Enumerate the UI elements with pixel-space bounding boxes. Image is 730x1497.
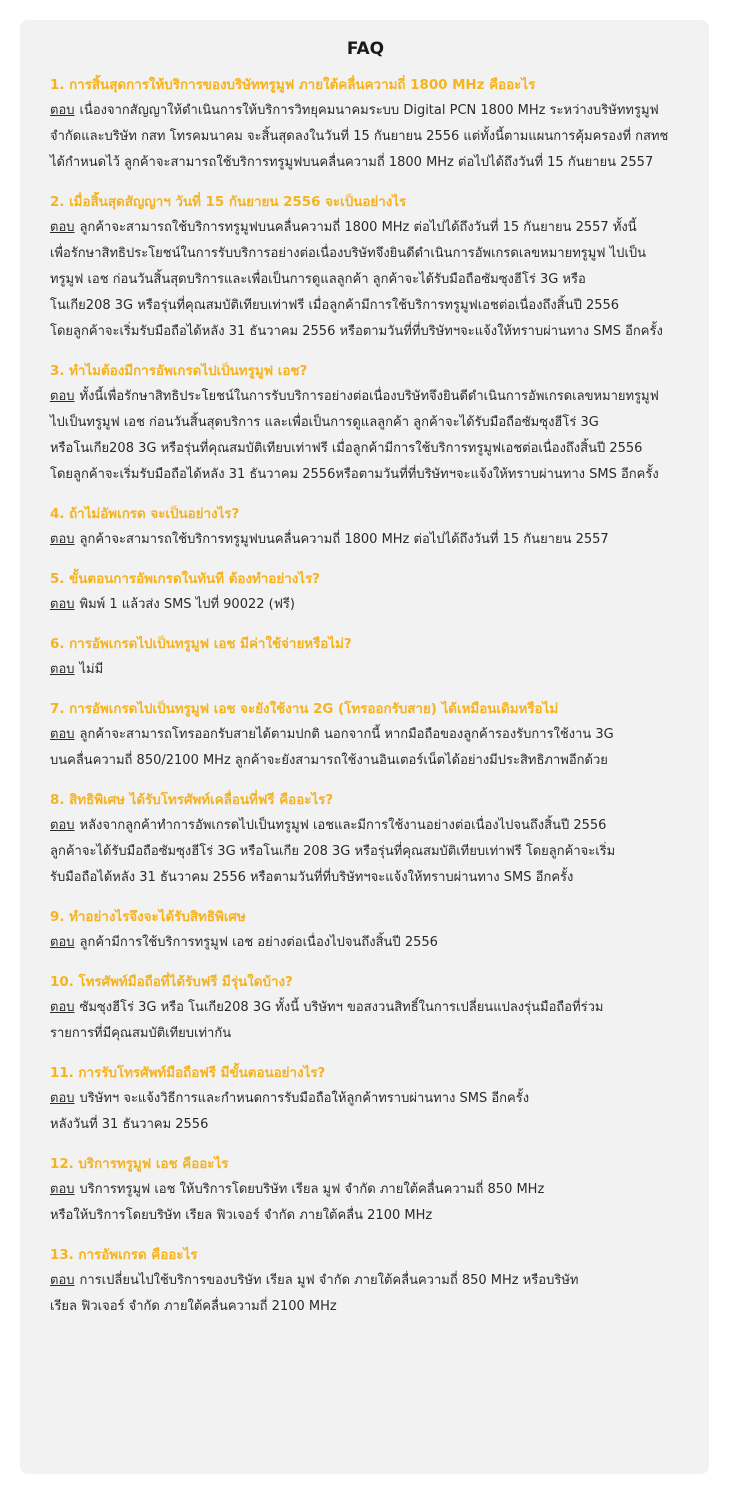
faq-question: 9. ทำอย่างไรจึงจะได้รับสิทธิพิเศษ [50,910,246,925]
answer-line [50,748,681,774]
answer-text: ลูกค้าจะสามารถใช้บริการทรูมูฟบนคลื่นความถี่ 1800 MHz ต่อไปได้ถึงวันที่ 15 กันยายน 2557 [79,532,609,547]
answer-line [50,98,681,124]
answer-line [50,241,681,267]
faq-answer [50,995,681,1047]
answer-line [50,1203,681,1229]
answer-text: ลูกค้าจะสามารถโทรออกรับสายได้ตามปกติ นอกจากนี้ หากมือถือของลูกค้ารองรับการใช้งาน 3G [79,727,614,742]
faq-answer [50,1268,681,1320]
answer-line [50,1177,681,1203]
answer-line [50,293,681,319]
answer-label: ตอบ [50,532,75,547]
faq-answer [50,657,681,683]
faq-question: 5. ขั้นตอนการอัพเกรดในทันที ต้องทำอย่างไร? [50,572,320,587]
answer-text: ได้กำหนดไว้ ลูกค้าจะสามารถใช้บริการทรูมูฟบนคลื่นความถี่ 1800 MHz ต่อไปได้ถึงวันที่ 15 กันยายน 2557 [50,155,654,170]
answer-line [50,657,681,683]
answer-label: ตอบ [50,818,75,833]
answer-line [50,215,681,241]
faq-question: 6. การอัพเกรดไปเป็นทรูมูฟ เอช มีค่าใช้จ่ายหรือไม่? [50,637,352,652]
answer-text: โดยลูกค้าจะเริ่มรับมือถือได้หลัง 31 ธันวาคม 2556หรือตามวันที่ที่บริษัทฯจะแจ้งให้ทราบผ่านทาง SMS อีกครั้ง [50,467,659,482]
faq-list [50,76,681,1320]
faq-question: 13. การอัพเกรด คืออะไร [50,1248,198,1263]
faq-question: 11. การรับโทรศัพท์มือถือฟรี มีขั้นตอนอย่างไร? [50,1066,326,1081]
faq-item [50,193,681,345]
answer-line [50,319,681,345]
answer-line [50,1021,681,1047]
answer-line [50,930,681,956]
faq-answer [50,1086,681,1138]
answer-text: บริษัทฯ จะแจ้งวิธีการและกำหนดการรับมือถือให้ลูกค้าทราบผ่านทาง SMS อีกครั้ง [79,1091,530,1106]
faq-item [50,700,681,774]
answer-text: ลูกค้ามีการใช้บริการทรูมูฟ เอช อย่างต่อเนื่องไปจนถึงสิ้นปี 2556 [79,935,438,950]
answer-text: พิมพ์ 1 แล้วส่ง SMS ไปที่ 90022 (ฟรี) [79,597,295,612]
answer-text: ทรูมูฟ เอช ก่อนวันสิ้นสุดบริการและเพื่อเป็นการดูแลลูกค้า ลูกค้าจะได้รับมือถือซัมซุงฮีโร่ 3G หรือ [50,272,586,287]
answer-label: ตอบ [50,1182,75,1197]
faq-item [50,1246,681,1320]
answer-line [50,527,681,553]
answer-line [50,124,681,150]
faq-answer [50,215,681,345]
answer-text: โนเกีย208 3G หรือรุ่นที่คุณสมบัติเทียบเท่าฟรี เมื่อลูกค้ามีการใช้บริการทรูมูฟเอชต่อเนื่องถึงสิ้นปี 2556 [50,298,620,313]
answer-text: ทั้งนี้เพื่อรักษาสิทธิประโยชน์ในการรับบริการอย่างต่อเนื่องบริษัทจึงยินดีดำเนินการอัพเกรดเลขหมายทรูมูฟ [79,389,659,404]
answer-line [50,150,681,176]
answer-text: ลูกค้าจะได้รับมือถือซัมซุงฮีโร่ 3G หรือโนเกีย 208 3G หรือรุ่นที่คุณสมบัติเทียบเท่าฟรี โดยลูกค้าจะเริ่ม [50,844,616,859]
answer-text: รายการที่มีคุณสมบัติเทียบเท่ากัน [50,1026,232,1041]
faq-question: 12. บริการทรูมูฟ เอช คืออะไร [50,1157,229,1172]
answer-line [50,995,681,1021]
answer-text: ลูกค้าจะสามารถใช้บริการทรูมูฟบนคลื่นความถี่ 1800 MHz ต่อไปได้ถึงวันที่ 15 กันยายน 2557 ทั้งนี้ [79,220,637,235]
answer-text: หรือโนเกีย208 3G หรือรุ่นที่คุณสมบัติเทียบเท่าฟรี เมื่อลูกค้ามีการใช้บริการทรูมูฟเอชต่อเนื่องถึงสิ้นปี 2556 [50,441,643,456]
faq-item [50,570,681,618]
faq-item [50,1064,681,1138]
faq-item [50,791,681,891]
answer-label: ตอบ [50,1091,75,1106]
faq-answer [50,592,681,618]
faq-answer [50,384,681,488]
answer-line [50,813,681,839]
faq-item [50,635,681,683]
answer-line [50,436,681,462]
answer-line [50,1268,681,1294]
answer-label: ตอบ [50,1000,75,1015]
faq-item [50,908,681,956]
answer-line [50,384,681,410]
answer-text: จำกัดและบริษัท กสท โทรคมนาคม จะสิ้นสุดลงในวันที่ 15 กันยายน 2556 แต่ทั้งนี้ตามแผนการคุ้มครองที่ กสทช [50,129,669,144]
answer-text: การเปลี่ยนไปใช้บริการของบริษัท เรียล มูฟ จำกัด ภายใต้คลื่นความถี่ 850 MHz หรือบริษัท [79,1273,579,1288]
answer-label: ตอบ [50,1273,75,1288]
faq-item [50,1155,681,1229]
answer-text: หรือให้บริการโดยบริษัท เรียล ฟิวเจอร์ จำกัด ภายใต้คลื่น 2100 MHz [50,1208,433,1223]
answer-label: ตอบ [50,103,75,118]
faq-question: 1. การสิ้นสุดการให้บริการของบริษัททรูมูฟ ภายใต้คลื่นความถี่ 1800 MHz คืออะไร [50,78,536,93]
answer-text: บริการทรูมูฟ เอช ให้บริการโดยบริษัท เรียล มูฟ จำกัด ภายใต้คลื่นความถี่ 850 MHz [79,1182,545,1197]
answer-line [50,1294,681,1320]
answer-label: ตอบ [50,389,75,404]
faq-answer [50,722,681,774]
answer-text: เพื่อรักษาสิทธิประโยชน์ในการรับบริการอย่างต่อเนื่องบริษัทจึงยินดีดำเนินการอัพเกรดเลขหมายทรูมูฟ ไปเป็น [50,246,647,261]
answer-label: ตอบ [50,597,75,612]
answer-line [50,722,681,748]
answer-text: ไม่มี [79,662,104,677]
answer-label: ตอบ [50,727,75,742]
page-title: FAQ [346,39,385,59]
answer-text: เนื่องจากสัญญาให้ดำเนินการให้บริการวิทยุคมนาคมระบบ Digital PCN 1800 MHz ระหว่างบริษัททรูมูฟ [79,103,659,118]
answer-line [50,1112,681,1138]
faq-question: 8. สิทธิพิเศษ ได้รับโทรศัพท์เคลื่อนที่ฟรี คืออะไร? [50,793,334,808]
faq-question: 2. เมื่อสิ้นสุดสัญญาฯ วันที่ 15 กันยายน 2556 จะเป็นอย่างไร [50,195,407,210]
faq-question: 7. การอัพเกรดไปเป็นทรูมูฟ เอช จะยังใช้งาน 2G (โทรออกรับสาย) ได้เหมือนเดิมหรือไม่ [50,702,559,717]
faq-answer [50,813,681,891]
answer-line [50,839,681,865]
faq-question: 10. โทรศัพท์มือถือที่ได้รับฟรี มีรุ่นใดบ้าง? [50,975,293,990]
answer-text: บนคลื่นความถี่ 850/2100 MHz ลูกค้าจะยังสามารถใช้งานอินเตอร์เน็ตได้อย่างมีประสิทธิภาพอีกด้วย [50,753,608,768]
answer-line [50,592,681,618]
faq-panel [20,20,709,1474]
answer-text: โดยลูกค้าจะเริ่มรับมือถือได้หลัง 31 ธันวาคม 2556 หรือตามวันที่ที่บริษัทฯจะแจ้งให้ทราบผ่านทาง SMS อีกครั้ง [50,324,663,339]
answer-line [50,410,681,436]
answer-text: หลังจากลูกค้าทำการอัพเกรดไปเป็นทรูมูฟ เอชและมีการใช้งานอย่างต่อเนื่องไปจนถึงสิ้นปี 2556 [79,818,607,833]
answer-text: เรียล ฟิวเจอร์ จำกัด ภายใต้คลื่นความถี่ 2100 MHz [50,1299,337,1314]
answer-line [50,865,681,891]
answer-text: รับมือถือได้หลัง 31 ธันวาคม 2556 หรือตามวันที่ที่บริษัทฯจะแจ้งให้ทราบผ่านทาง SMS อีกครั้ง [50,870,574,885]
answer-line [50,462,681,488]
faq-item [50,362,681,488]
faq-question: 4. ถ้าไม่อัพเกรด จะเป็นอย่างไร? [50,507,240,522]
answer-text: ไปเป็นทรูมูฟ เอช ก่อนวันสิ้นสุดบริการ และเพื่อเป็นการดูแลลูกค้า ลูกค้าจะได้รับมือถือซัมซุงฮีโร่ 3G [50,415,599,430]
faq-item [50,973,681,1047]
answer-text: ซัมซุงฮีโร่ 3G หรือ โนเกีย208 3G ทั้งนี้ บริษัทฯ ขอสงวนสิทธิ์ในการเปลี่ยนแปลงรุ่นมือถือที่ร่วม [79,1000,604,1015]
faq-question: 3. ทำไมต้องมีการอัพเกรดไปเป็นทรูมูฟ เอช? [50,364,308,379]
faq-answer [50,98,681,176]
faq-answer [50,930,681,956]
answer-line [50,1086,681,1112]
answer-label: ตอบ [50,662,75,677]
faq-answer [50,527,681,553]
answer-text: หลังวันที่ 31 ธันวาคม 2556 [50,1117,209,1132]
answer-label: ตอบ [50,220,75,235]
faq-item [50,76,681,176]
answer-label: ตอบ [50,935,75,950]
answer-line [50,267,681,293]
faq-answer [50,1177,681,1229]
faq-item [50,505,681,553]
